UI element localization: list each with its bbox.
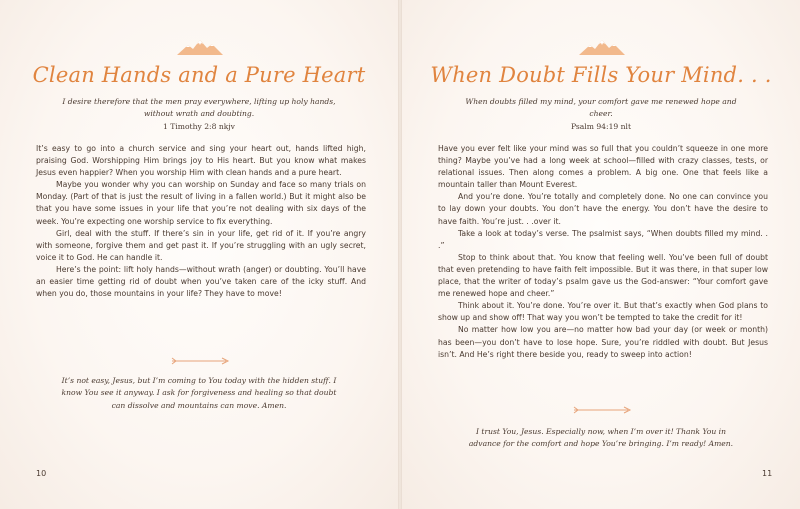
paragraph: Think about it. You’re done. You’re over it. But that’s exactly when God plans to show up and show off! That way you won’t be tempted to take the credit for it!	[438, 301, 768, 323]
mountain-icon	[176, 38, 224, 56]
scripture-verse: I desire therefore that the men pray everywhere, lifting up holy hands, without wrath and doubting.	[62, 97, 336, 118]
page-title: When Doubt Fills Your Mind. . .	[430, 63, 772, 87]
scripture-reference: Psalm 94:19 nlt	[570, 122, 632, 131]
page-number: 11	[762, 469, 773, 478]
body-text	[36, 143, 366, 300]
left-page	[0, 0, 398, 509]
mountain-icon	[578, 38, 626, 56]
page-number: 10	[36, 469, 47, 478]
paragraph: Stop to think about that. You know that feeling well. You’ve been full of doubt that even pretending to have faith felt impossible. But it was there, in that super low place, that the writer of today’s psalm gave us the God-answer: “Your comfort gave me renewed hope and cheer.”	[438, 252, 768, 299]
paragraph: And you’re done. You’re totally and completely done. No one can convince you to lay down your doubts. You don’t have the energy. You don’t have the desire to have faith. You’re just. . .over it.	[438, 192, 768, 226]
right-page	[402, 0, 800, 509]
arrow-icon	[572, 406, 632, 414]
paragraph: No matter how low you are—no matter how bad your day (or week or month) has been—you don’t have to lose hope. Sure, you’re riddled with doubt. But Jesus isn’t. And He’s right there beside you, ready to sweep into action!	[438, 325, 768, 359]
page-title: Clean Hands and a Pure Heart	[32, 63, 366, 87]
arrow-icon	[170, 357, 230, 365]
closing-prayer: I trust You, Jesus. Especially now, when I’m over it! Thank You in advance for the comfort and hope You’re bringing. I’m ready! Amen.	[468, 427, 734, 449]
paragraph: It’s easy to go into a church service and sing your heart out, hands lifted high, praising God. Worshipping Him brings joy to His heart. But you know what makes Jesus even happier? When you worship Him with clean hands and a pure heart.	[36, 144, 366, 178]
paragraph: Here’s the point: lift holy hands—without wrath (anger) or doubting. You’ll have an easier time getting rid of doubt when you’ve taken care of the icky stuff. And when you do, those mountains in your life? They have to move!	[36, 264, 366, 299]
closing-prayer: It’s not easy, Jesus, but I’m coming to You today with the hidden stuff. I know You see it anyway. I ask for forgiveness and healing so that doubt can dissolve and mountains can move. Amen.	[61, 376, 337, 410]
paragraph: Girl, deal with the stuff. If there’s sin in your life, get rid of it. If you’re angry with someone, forgive them and get past it. If you’re struggling with an ugly secret, voice it to God. He can handle it.	[36, 228, 366, 262]
body-text	[438, 143, 768, 361]
scripture-verse: When doubts filled my mind, your comfort gave me renewed hope and cheer.	[465, 97, 737, 118]
paragraph: Maybe you wonder why you can worship on Sunday and face so many trials on Monday. (Part of that is just the result of living in a fallen world.) But it might also be that you have some issues in your life that you’re not dealing with six days of the week. You’re expecting one worship service to fix everything.	[36, 180, 366, 226]
paragraph: Have you ever felt like your mind was so full that you couldn’t squeeze in one more thing? Maybe you’ve had a long week at school—filled with crazy classes, tests, or relational issues. Then along comes a problem. A big one. One that feels like a mountain taller than Mount Everest.	[438, 144, 768, 190]
paragraph: Take a look at today’s verse. The psalmist says, “When doubts filled my mind. . .”	[438, 228, 768, 250]
scripture-reference: 1 Timothy 2:8 nkjv	[163, 122, 235, 131]
